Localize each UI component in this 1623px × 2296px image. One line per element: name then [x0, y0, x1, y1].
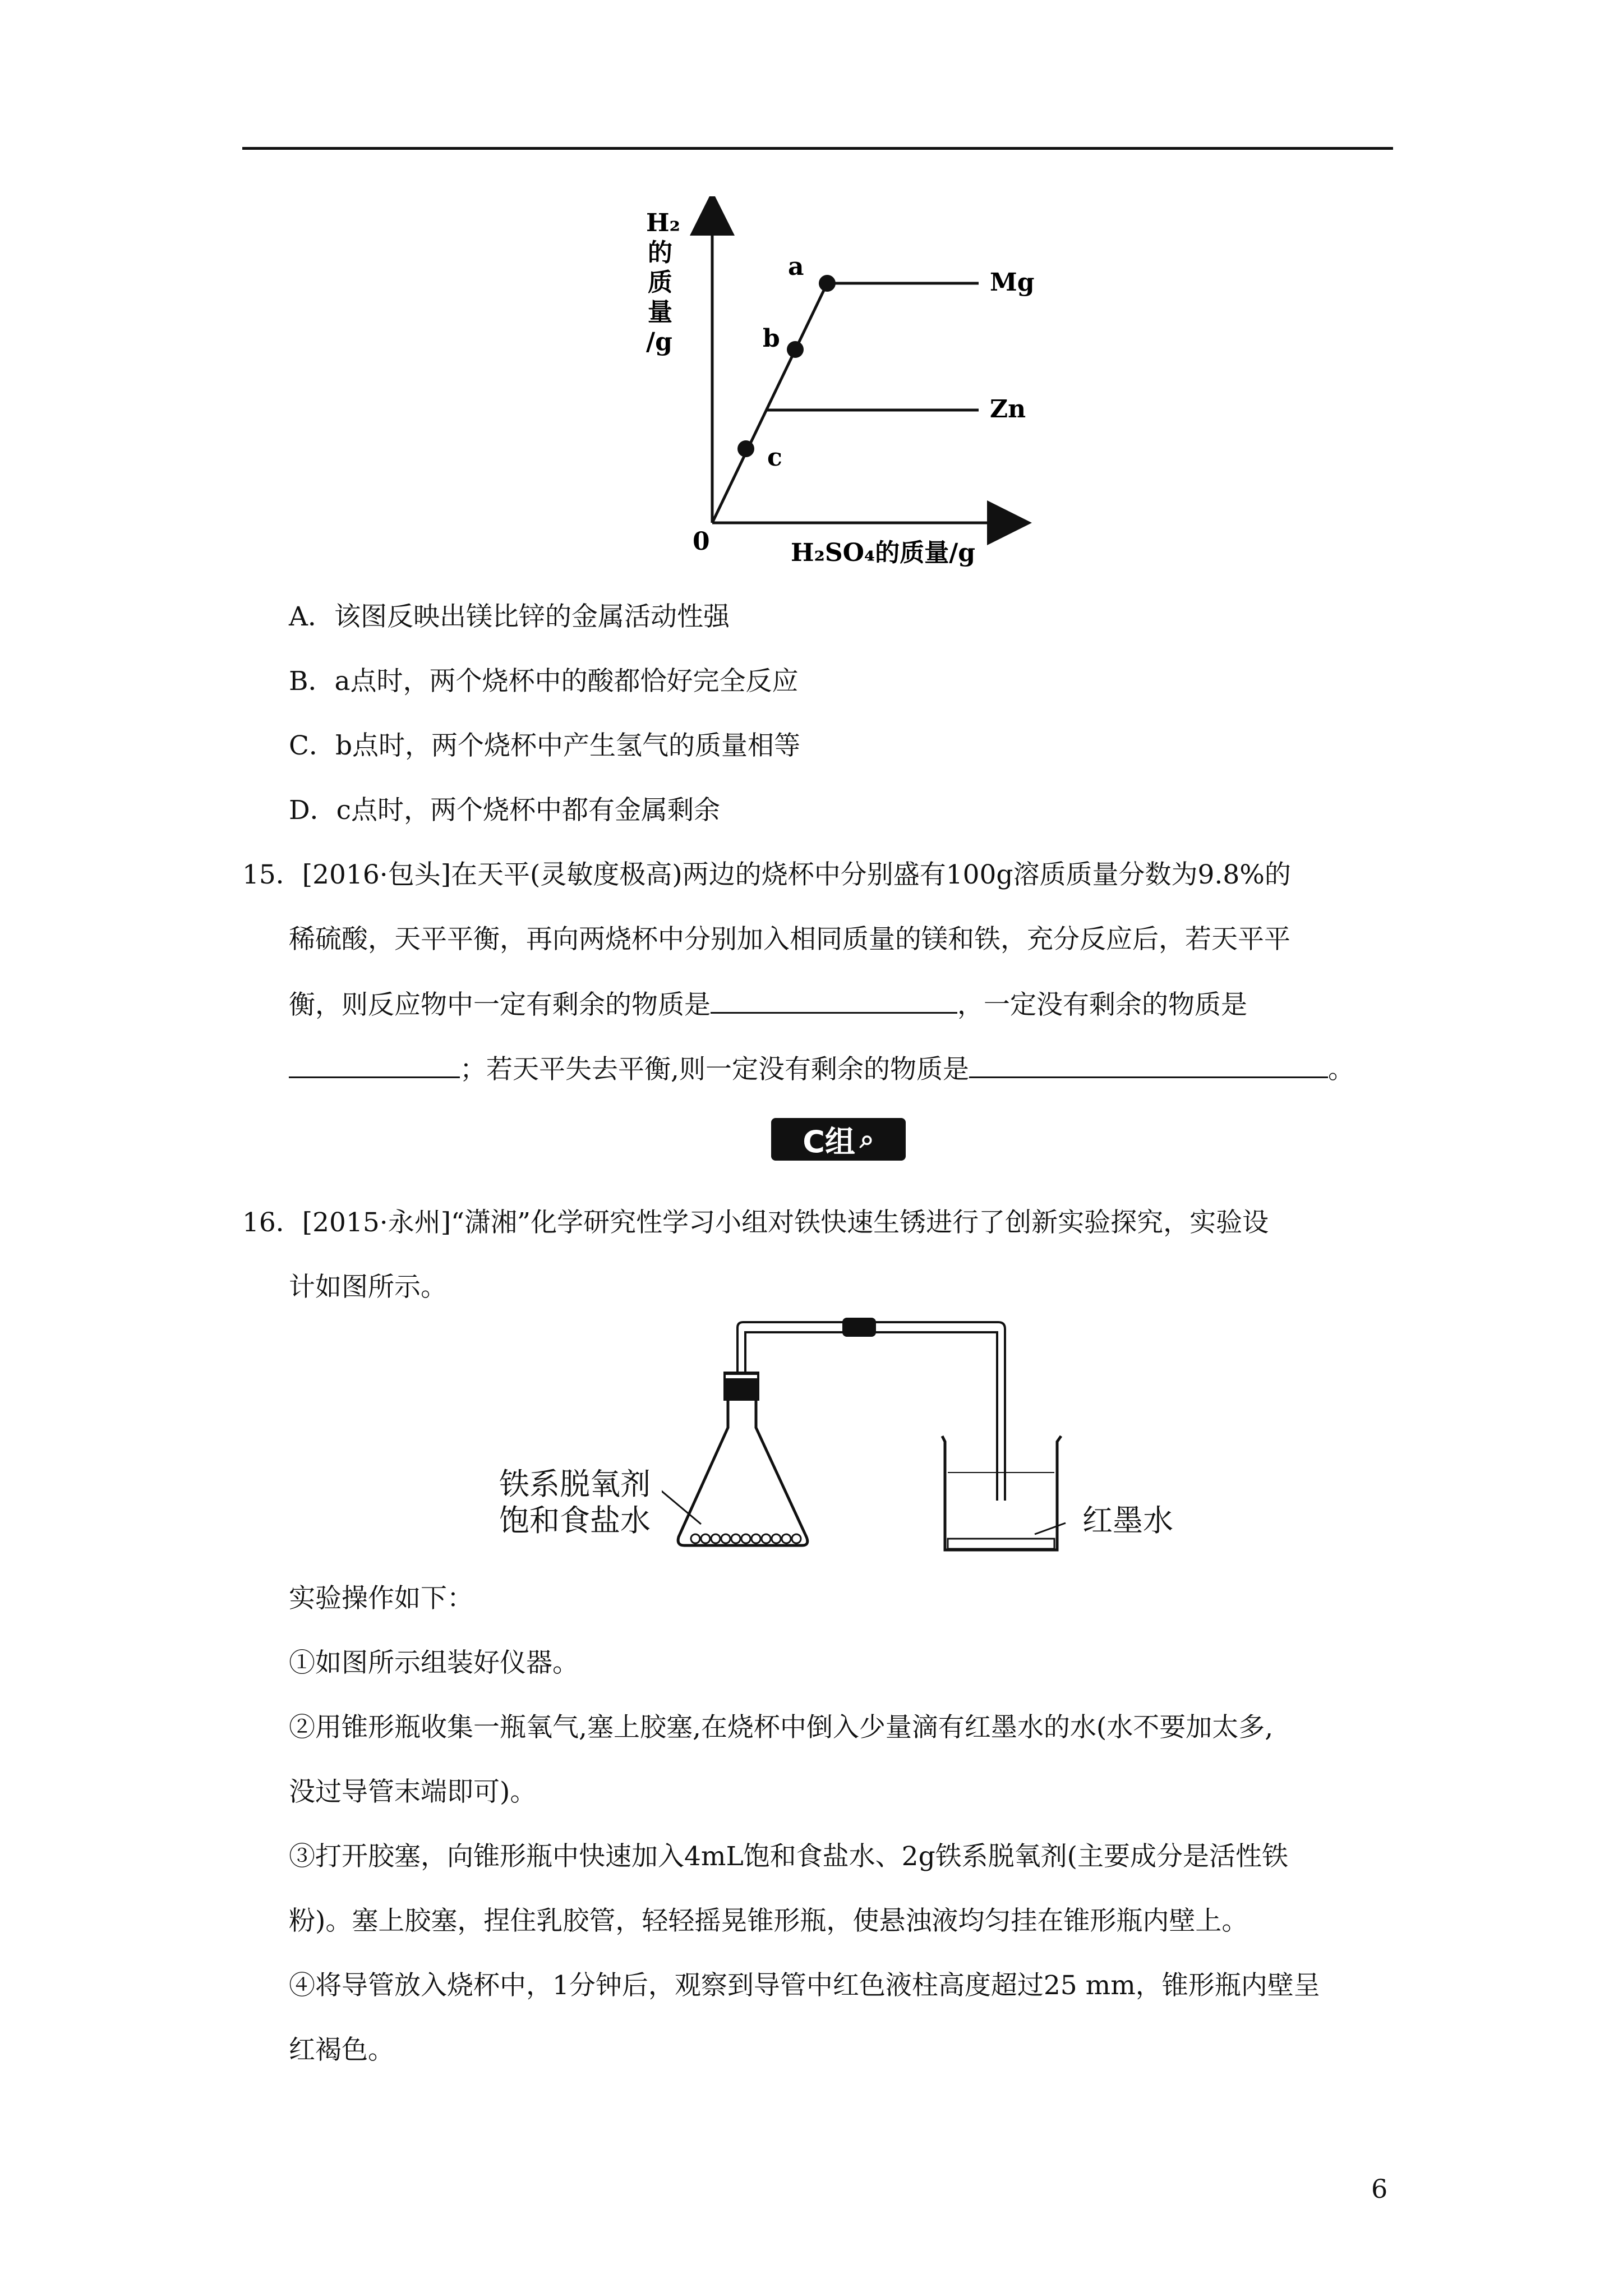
apparatus-label-red-ink: 红墨水 [1082, 1503, 1173, 1538]
zn-series-label: Zn [990, 395, 1026, 424]
beaker [942, 1436, 1061, 1550]
procedure-step-2-line-1: ②用锥形瓶收集一瓶氧气,塞上胶塞,在烧杯中倒入少量滴有红墨水的水(水不要加太多, [289, 1712, 1274, 1743]
q14-option-d: D．c点时，两个烧杯中都有金属剩余 [289, 795, 721, 826]
group-c-label: C组 [803, 1124, 855, 1159]
mg-series-label: Mg [990, 268, 1035, 297]
procedure-step-3-line-1: ③打开胶塞，向锥形瓶中快速加入4mL饱和食盐水、2g铁系脱氧剂(主要成分是活性铁 [289, 1841, 1289, 1872]
procedure-step-3-line-2: 粉)。塞上胶塞，捏住乳胶管，轻轻摇晃锥形瓶，使悬浊液均匀挂在锥形瓶内壁上。 [289, 1906, 1248, 1936]
q14-option-c: C．b点时，两个烧杯中产生氢气的质量相等 [289, 730, 801, 761]
procedure-step-1: ①如图所示组装好仪器。 [289, 1648, 579, 1678]
q16-line-1: 16．[2015·永州]“潇湘”化学研究性学习小组对铁快速生锈进行了创新实验探究，实验设 [242, 1207, 1269, 1238]
conical-flask [678, 1400, 808, 1545]
hydrogen-mass-graph [617, 196, 1043, 578]
point-c [737, 440, 754, 457]
procedure-title: 实验操作如下： [289, 1583, 473, 1614]
q14-option-b: B．a点时，两个烧杯中的酸都恰好完全反应 [289, 666, 799, 697]
y-axis-label-line-2: 的 [648, 238, 672, 267]
q15-line-2: 稀硫酸，天平平衡，再向两烧杯中分别加入相同质量的镁和铁，充分反应后，若天平平 [289, 924, 1290, 955]
q15-answer-blank-1[interactable] [711, 987, 957, 1014]
right-pointer-line [1035, 1523, 1066, 1534]
apparatus-label-salt-water: 饱和食盐水 [499, 1503, 651, 1538]
point-a-label: a [788, 252, 804, 281]
header-rule [242, 147, 1393, 150]
q15-line-4-text-a: ；若天平失去平衡,则一定没有剩余的物质是 [460, 1054, 969, 1085]
q15-line-3-text-b: ，一定没有剩余的物质是 [957, 990, 1247, 1020]
group-c-badge [771, 1118, 906, 1161]
q16-line-2: 计如图所示。 [289, 1272, 447, 1303]
q15-line-1: 15．[2016·包头]在天平(灵敏度极高)两边的烧杯中分别盛有100g溶质质量分数为9.8%的 [242, 859, 1291, 890]
y-axis-label-line-1: H₂ [646, 209, 680, 237]
y-axis-label-line-5: /g [646, 328, 672, 356]
q15-line-4-text-b: 。 [1327, 1054, 1354, 1085]
y-axis-label-line-4: 量 [648, 298, 672, 326]
apparatus-label-deoxidizer: 铁系脱氧剂 [499, 1466, 651, 1502]
deoxidizer-powder [691, 1534, 801, 1543]
point-b-label: b [763, 324, 780, 353]
rubber-tube-clip [842, 1318, 876, 1337]
q15-line-3-text-a: 衡，则反应物中一定有剩余的物质是 [289, 990, 711, 1020]
y-axis-label-line-3: 质 [648, 268, 672, 297]
procedure-step-2-line-2: 没过导管末端即可)。 [289, 1777, 537, 1807]
x-axis-label: H₂SO₄的质量/g [791, 539, 976, 567]
procedure-step-4-line-2: 红褐色。 [289, 2035, 394, 2065]
origin-label: 0 [693, 527, 710, 556]
q15-line-4 [289, 1052, 1354, 1087]
page-number: 6 [1371, 2174, 1388, 2204]
left-pointer-line [662, 1487, 701, 1524]
point-c-label: c [767, 443, 782, 472]
apparatus-diagram [662, 1315, 1110, 1562]
search-icon: ⌕ [859, 1124, 874, 1154]
procedure-step-4-line-1: ④将导管放入烧杯中，1分钟后，观察到导管中红色液柱高度超过25 mm，锥形瓶内壁呈 [289, 1970, 1320, 2001]
shared-rising-line [712, 283, 827, 523]
q15-line-3 [289, 987, 1247, 1022]
q14-option-a: A．该图反映出镁比锌的金属活动性强 [289, 601, 730, 632]
q15-answer-blank-2[interactable] [289, 1052, 460, 1078]
point-a [819, 275, 836, 292]
point-b [787, 341, 804, 358]
q15-answer-blank-3[interactable] [969, 1052, 1328, 1078]
